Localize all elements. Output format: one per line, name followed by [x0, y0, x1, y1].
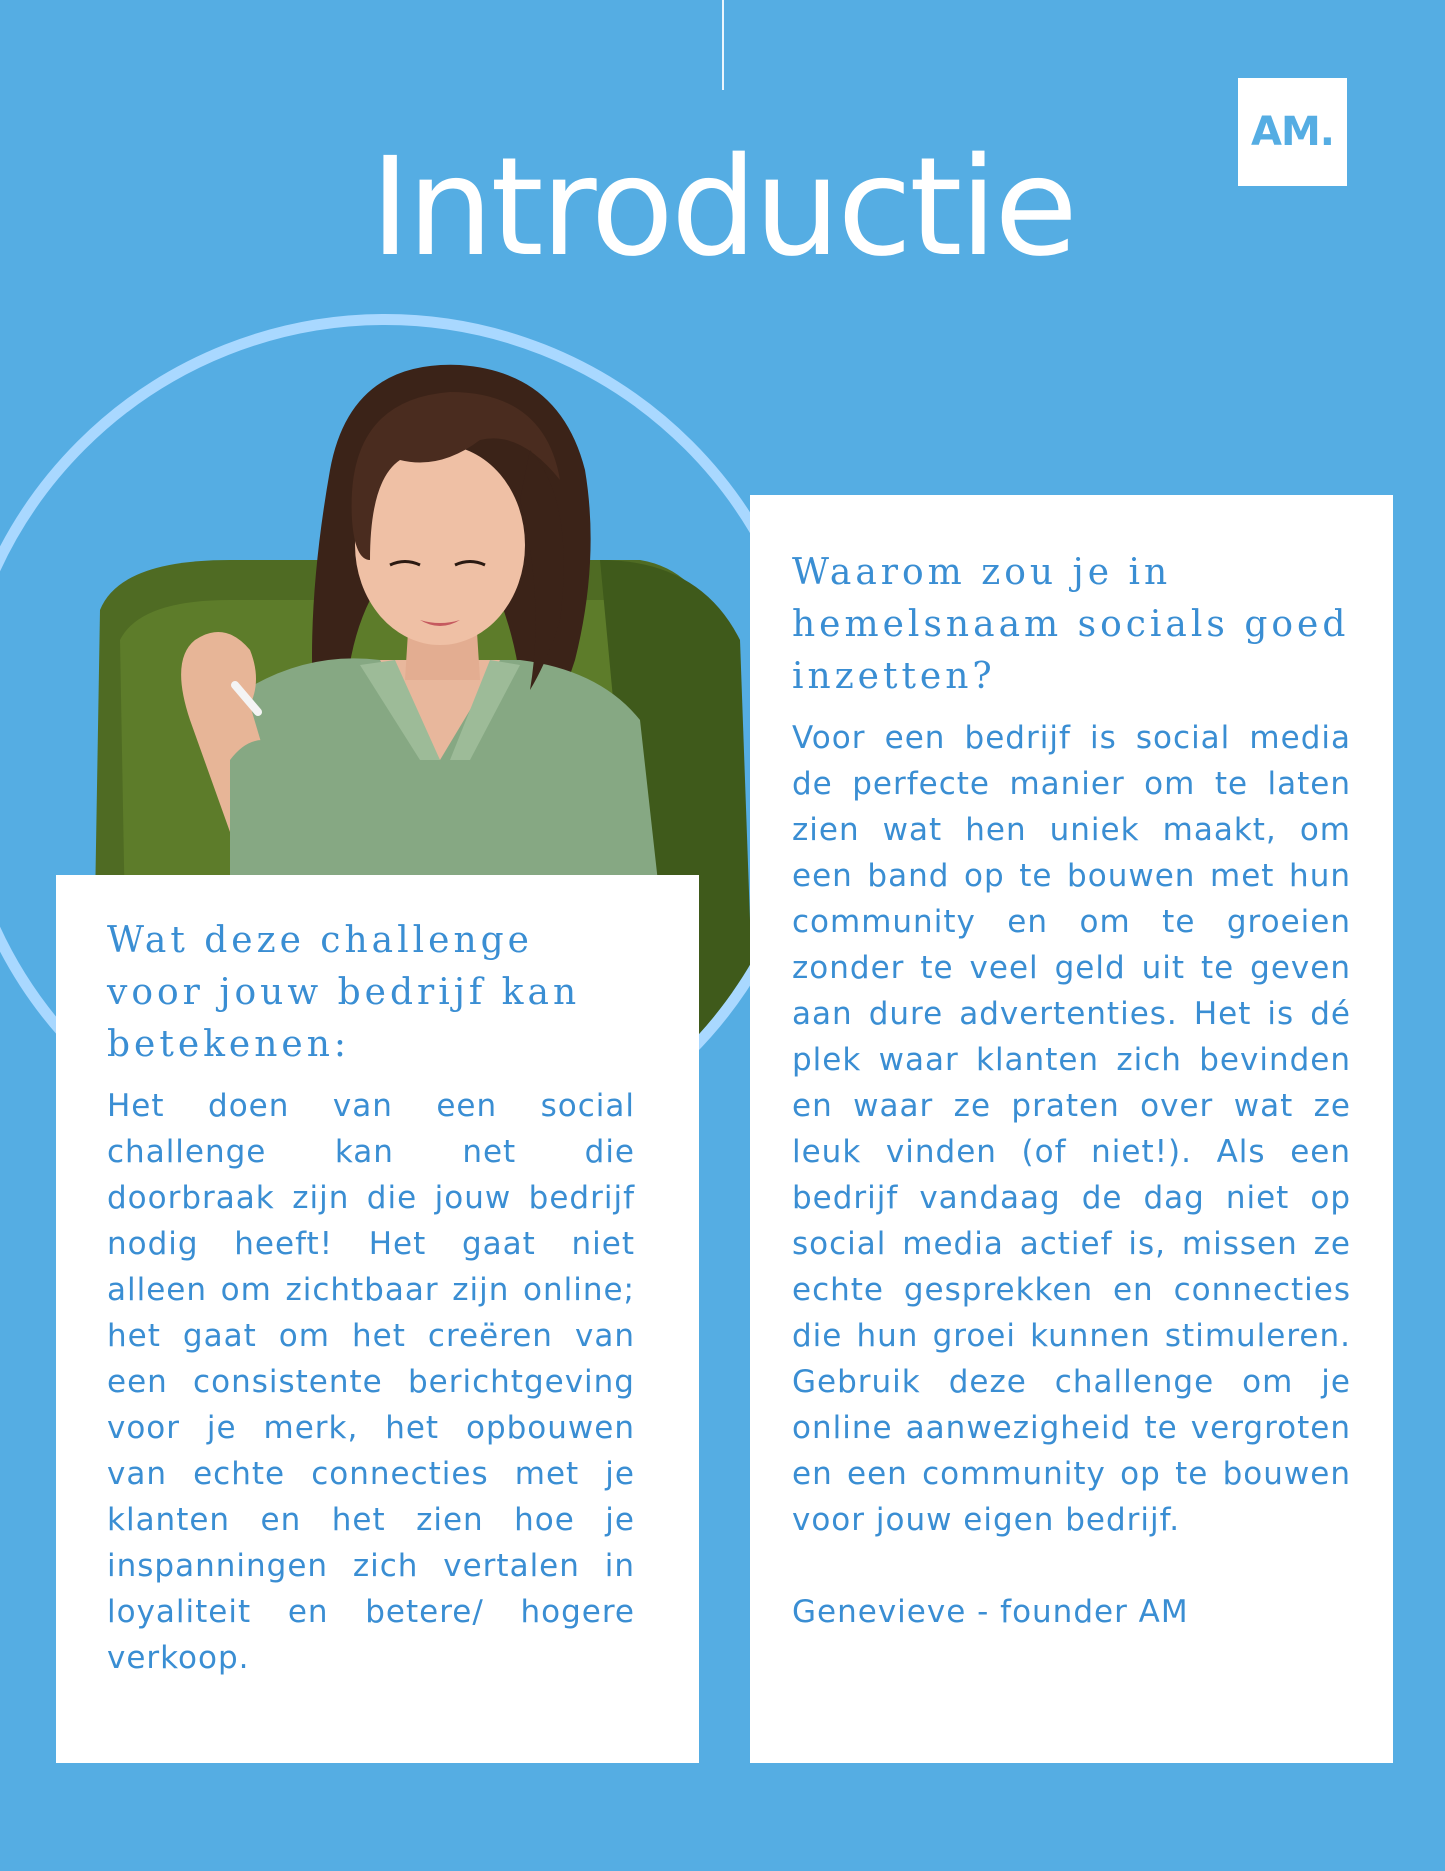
page-title: Introductie: [370, 129, 1075, 287]
card-body-text: Voor een bedrijf is social media de perfecte manier om te laten zien wat hen uniek maakt, om een band op te bouwen met hun community en om te groeien zonder te veel geld uit te geven aan dure advertenties. Het is dé plek waar klanten zich bevinden en waar ze praten over wat ze leuk vinden (of niet!). Als een bedrijf vandaag de dag niet op social media actief is, missen ze echte gesprekken en connecties die hun groei kunnen stimuleren. Gebruik deze challenge om je online aanwezigheid te vergroten en een community op te bouwen voor jouw eigen bedrijf.: [792, 720, 1351, 1538]
card-heading: Wat deze challenge voor jouw bedrijf kan betekenen:: [107, 920, 581, 1065]
card-body-text: Het doen van een social challenge kan net die doorbraak zijn die jouw bedrijf nodig heeft! Het gaat niet alleen om zichtbaar zijn online; het gaat om het creëren van een consistente berichtgeving voor je merk, het opbouwen van echte connecties met je klanten en het zien hoe je inspanningen zich vertalen in loyaliteit en betere/ hogere verkoop.: [107, 1088, 635, 1676]
card-challenge-benefits: [56, 875, 699, 1763]
card-why-socials: [750, 495, 1393, 1763]
logo-text: AM.: [1251, 109, 1334, 155]
top-divider-line: [722, 0, 724, 90]
founder-signature: Genevieve - founder AM: [792, 1594, 1189, 1630]
card-heading: Waarom zou je in hemelsnaam socials goed inzetten?: [792, 552, 1350, 697]
